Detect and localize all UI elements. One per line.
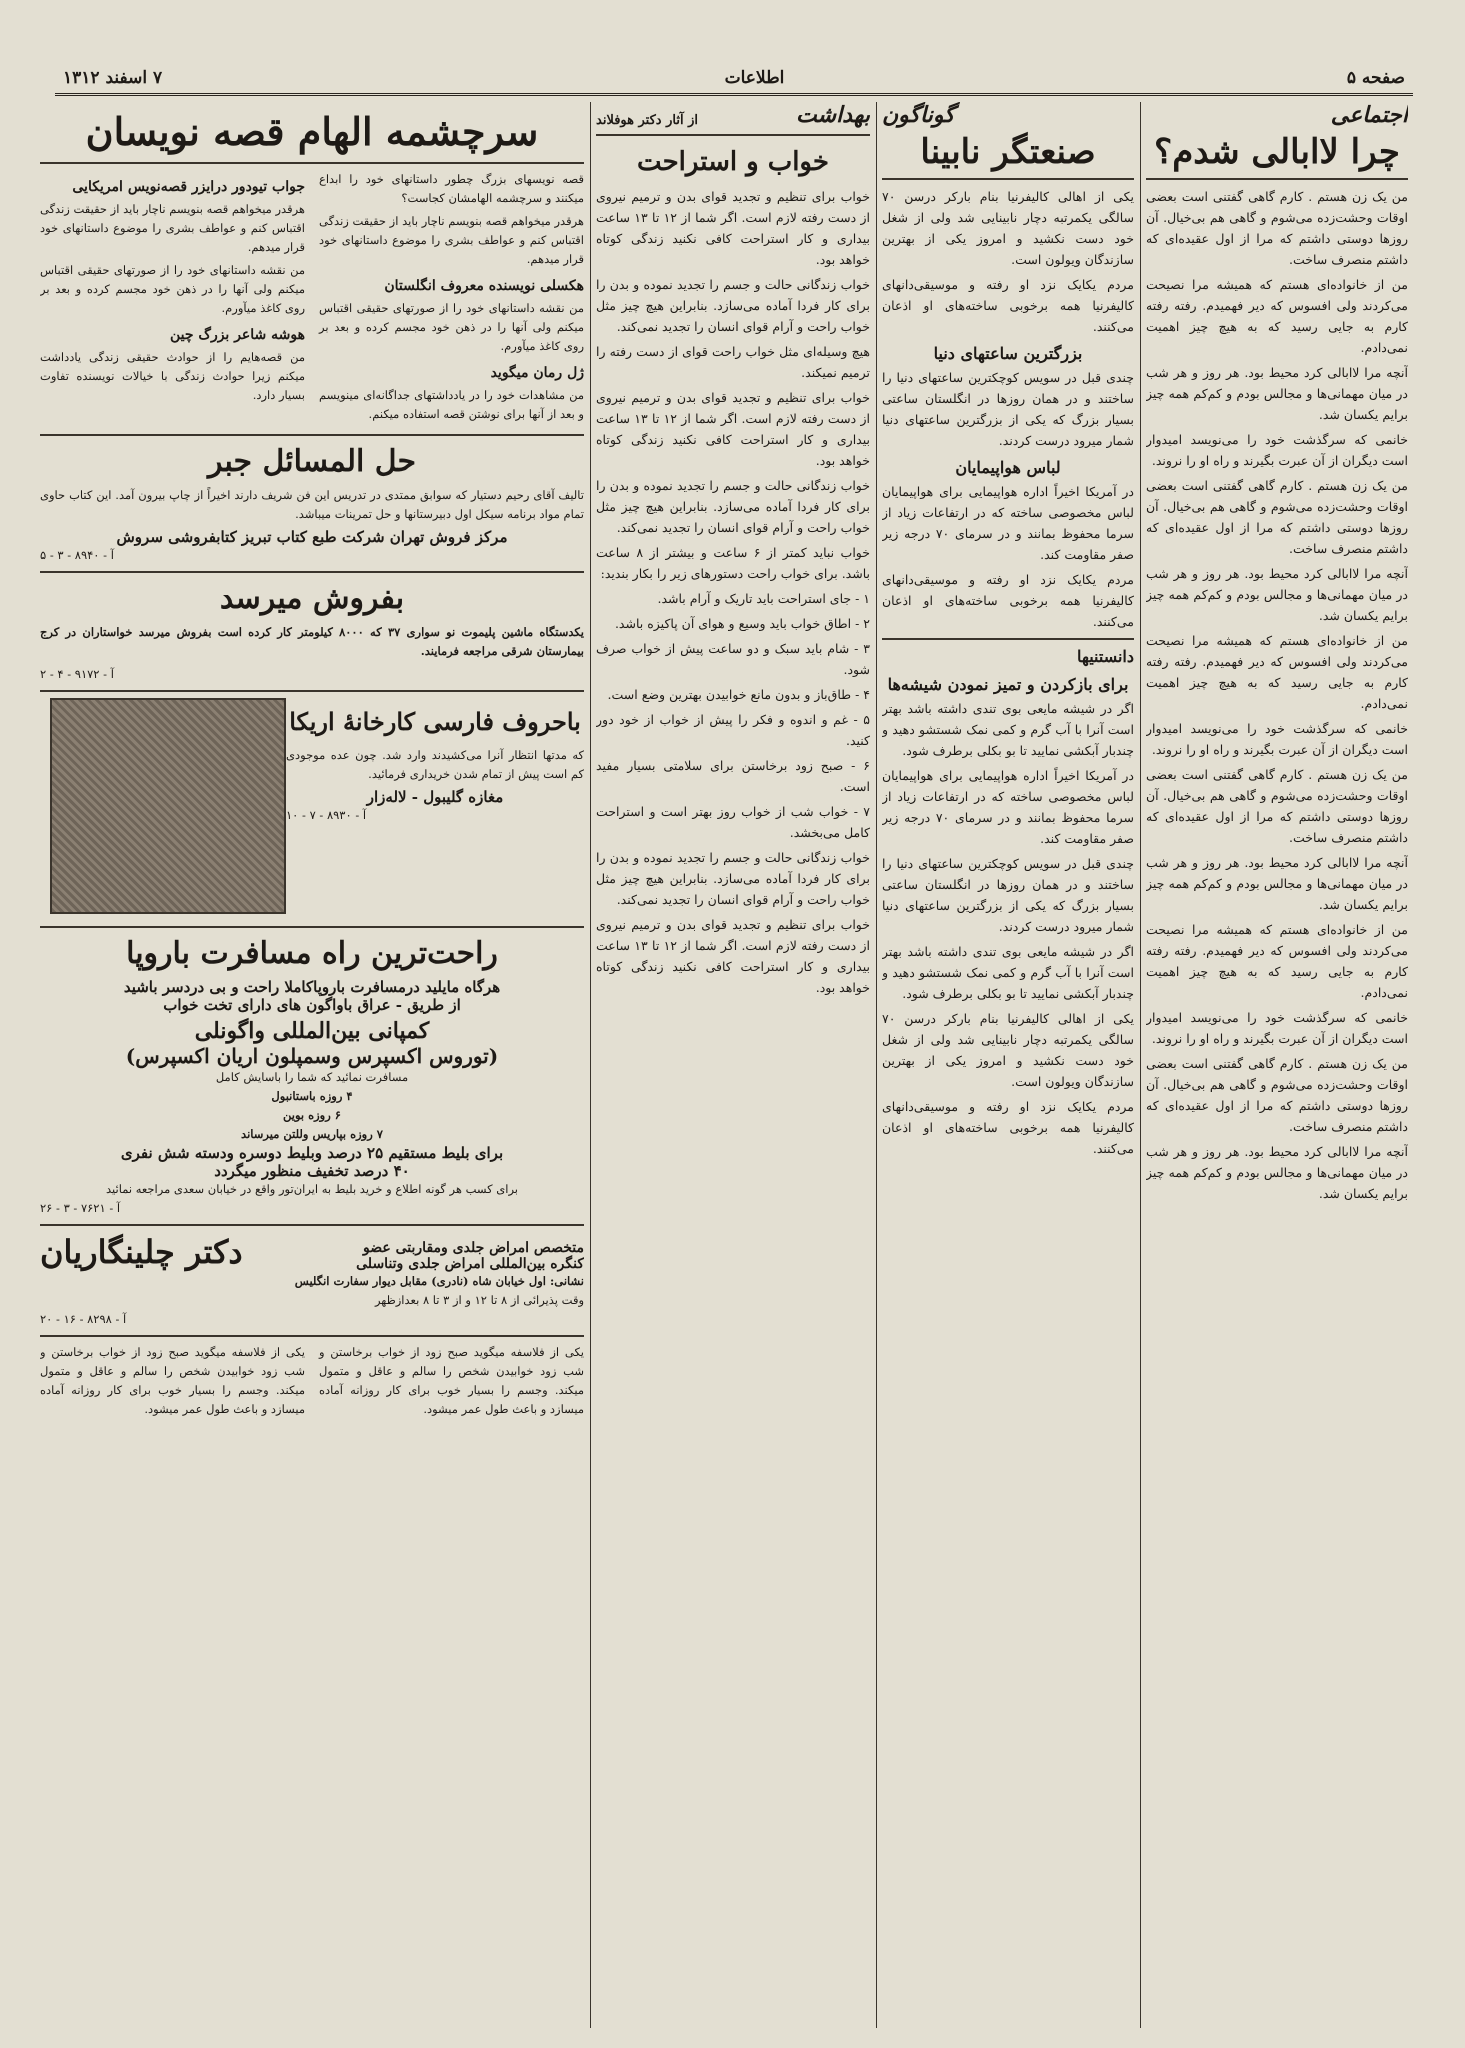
article-paragraph: یکی از اهالی کالیفرنیا بنام بارکر درسن ۷۰ سالگی یکمرتبه دچار نابینایی شد ولی از شغل خود دست نکشید و امروز یکی از بهترین سازندگان ویولون است. [882, 1011, 1134, 1089]
article-body [40, 170, 584, 428]
ad-hal-almasael [40, 442, 584, 565]
article-paragraph: خواب برای تنظیم و تجدید قوای بدن و ترمیم نیروی از دست رفته لازم است. اگر شما از ۱۲ تا ۱۳ ساعت بیداری و کار استراحت کافی نکنید زندگی کوتاه خواهد بود. [596, 189, 870, 267]
ad-travel-europe [40, 934, 584, 1218]
article-paragraph: یکی از فلاسفه میگوید صبح زود از خواب برخاستن و شب زود خوابیدن شخص را سالم و عاقل و متمول میکند. وجسم را بسیار خوب برای کار روزانه آماده میسازد و باعث طول عمر میشود. [319, 1345, 584, 1416]
ad-code: آ - ۸۲۹۸ - ۱۶ - ۲۰ [40, 1312, 127, 1326]
column-rule [876, 102, 877, 2028]
article-paragraph: ۶ - صبح زود برخاستن برای سلامتی بسیار مفید است. [596, 758, 870, 794]
article-paragraph: یکی از فلاسفه میگوید صبح زود از خواب برخاستن و شب زود خوابیدن شخص را سالم و عاقل و متمول میکند. وجسم را بسیار خوب برای کار روزانه آماده میسازد و باعث طول عمر میشود. [40, 1345, 305, 1416]
ad-address: نشانی: اول خیابان شاه (نادری) مقابل دیوار سفارت انگلیس [294, 1274, 584, 1288]
article-paragraph: من نقشه داستانهای خود را از صورتهای حقیقی اقتباس میکنم ولی آنها را در ذهن خود مجسم کرده و بعد بر روی کاغذ میآورم. [319, 301, 584, 353]
ad-title: باحروف فارسی کارخانهٔ اریکا [289, 707, 581, 736]
subheading: بزرگترین ساعتهای دنیا [933, 344, 1083, 363]
article-paragraph: خواب برای تنظیم و تجدید قوای بدن و ترمیم نیروی از دست رفته لازم است. اگر شما از ۱۲ تا ۱۳ ساعت بیداری و کار استراحت کافی نکنید زندگی کوتاه خواهد بود. [596, 390, 870, 468]
subheading: هوشه شاعر بزرگ چین [170, 327, 305, 343]
article-paragraph: من یک زن هستم . کارم گاهی گفتنی است بعضی اوقات وحشت‌زده می‌شوم و گاهی هم بی‌خیال. آن روزها دوستی داشتم که مرا از اول عقیده‌ای که داشتم منصرف ساخت. [1146, 189, 1408, 267]
article-paragraph: ۱ - جای استراحت باید تاریک و آرام باشد. [657, 591, 870, 606]
ad-route: مسافرت نمائید که شما را باسایش کامل [215, 1070, 409, 1084]
article-paragraph: یکی از اهالی کالیفرنیا بنام بارکر درسن ۷۰ سالگی یکمرتبه دچار نابینایی شد ولی از شغل خود دست نکشید و امروز یکی از بهترین سازندگان ویولون است. [882, 189, 1134, 267]
article-title: صنعتگر نابینا [920, 132, 1096, 172]
divider [882, 178, 1134, 180]
article-paragraph: من از خانواده‌ای هستم که همیشه مرا نصیحت می‌کردند ولی افسوس که دیر فهمیدم. رفته رفته کارم به جایی رسید که به هیچ چیز اهمیت نمی‌دادم. [1146, 633, 1408, 711]
ad-code: آ - ۸۹۴۰ - ۳ - ۵ [40, 548, 114, 562]
article-paragraph: مردم یکایک نزد او رفته و موسیقی‌دانهای کالیفرنیا همه برخوبی ساخته‌های او اذعان می‌کنند. [882, 1099, 1134, 1156]
article-paragraph: من یک زن هستم . کارم گاهی گفتنی است بعضی اوقات وحشت‌زده می‌شوم و گاهی هم بی‌خیال. آن روزها دوستی داشتم که مرا از اول عقیده‌ای که داشتم منصرف ساخت. [1146, 767, 1408, 845]
divider [40, 1335, 584, 1337]
advertisement-photo [50, 698, 286, 914]
subheading: ژل رمان میگوید [490, 365, 584, 381]
article-paragraph: خانمی که سرگذشت خود را می‌نویسد امیدوار است دیگران از آن عبرت بگیرند و راه او را نروند. [1146, 1010, 1408, 1046]
ad-hours: وقت پذیرائی از ۸ تا ۱۲ و از ۳ تا ۸ بعدازظهر [374, 1293, 584, 1307]
article-paragraph: خواب زندگانی حالت و جسم را تجدید نموده و بدن را برای کار فردا آماده می‌سازد. بنابراین هیچ چیز مثل خواب راحت و آرام قوای انسان را تجدید نمی‌کند. [596, 850, 870, 907]
article-title: چرا لاابالی شدم؟ [1154, 132, 1400, 172]
ad-express: (توروس اکسپرس وسمپلون اریان اکسپرس) [125, 1044, 499, 1068]
article-paragraph: من یک زن هستم . کارم گاهی گفتنی است بعضی اوقات وحشت‌زده می‌شوم و گاهی هم بی‌خیال. آن روزها دوستی داشتم که مرا از اول عقیده‌ای که داشتم منصرف ساخت. [1146, 1056, 1408, 1134]
section-label: گوناگون [882, 102, 955, 128]
column-rule [1140, 102, 1141, 2028]
ad-text: تالیف آقای رحیم دستیار که سوابق ممتدی در تدریس این فن شریف دارند اخیراً از چاپ بیرون آمد. این کتاب حاوی تمام مواد برنامه سیکل اول دبیرستانها و حل تمرینات میباشد. [40, 488, 584, 521]
article-title: سرچشمه الهام قصه نویسان [85, 109, 539, 154]
article-paragraph: من از خانواده‌ای هستم که همیشه مرا نصیحت می‌کردند ولی افسوس که دیر فهمیدم. رفته رفته کارم به جایی رسید که به هیچ چیز اهمیت نمی‌دادم. [1146, 277, 1408, 355]
ad-company: کمپانی بین‌المللی واگونلی [194, 1018, 430, 1044]
article-paragraph: آنچه مرا لاابالی کرد محیط بود. هر روز و هر شب در میان مهمانی‌ها و مجالس بودم و کم‌کم همه چیز برایم یکسان شد. [1146, 566, 1408, 623]
subheading: جواب تیودور درایزر قصه‌نویس امریکایی [72, 179, 305, 195]
article-paragraph: آنچه مرا لاابالی کرد محیط بود. هر روز و هر شب در میان مهمانی‌ها و مجالس بودم و کم‌کم همه چیز برایم یکسان شد. [1146, 855, 1408, 912]
article-paragraph: خواب زندگانی حالت و جسم را تجدید نموده و بدن را برای کار فردا آماده می‌سازد. بنابراین هیچ چیز مثل خواب راحت و آرام قوای انسان را تجدید نمی‌کند. [596, 478, 870, 535]
subheading: برای بازکردن و تمیز نمودن شیشه‌ها [887, 675, 1129, 694]
divider [40, 162, 584, 164]
article-paragraph: خواب برای تنظیم و تجدید قوای بدن و ترمیم نیروی از دست رفته لازم است. اگر شما از ۱۲ تا ۱۳ ساعت بیداری و کار استراحت کافی نکنید زندگی کوتاه خواهد بود. [596, 917, 870, 995]
article-paragraph: من قصه‌هایم را از حوادث حقیقی زندگی یادداشت میکنم زیرا حوادث زندگی با خیالات نویسنده تفاوت بسیار دارد. [40, 350, 305, 402]
ad-route: ۴ روزه باستانبول [271, 1089, 353, 1103]
ad-title: دکتر چلینگاریان [40, 1233, 243, 1271]
ad-title: بفروش میرسد [219, 581, 405, 616]
ad-line: از طریق - عراق باواگون های دارای تخت خواب [163, 996, 461, 1014]
article-paragraph: من مشاهدات خود را در یادداشتهای جداگانه‌ای مینویسم و بعد از آنها برای نوشتن قصه استفاده میکنم. [319, 388, 584, 421]
article-paragraph: من یک زن هستم . کارم گاهی گفتنی است بعضی اوقات وحشت‌زده می‌شوم و گاهی هم بی‌خیال. آن روزها دوستی داشتم که مرا از اول عقیده‌ای که داشتم منصرف ساخت. [1146, 478, 1408, 556]
ad-spec: متخصص امراض جلدی ومقاربتی عضو [363, 1240, 584, 1256]
article-paragraph: چندی قبل در سویس کوچکترین ساعتهای دنیا را ساختند و در همان روزها در انگلستان ساعتی بسیار بزرگ که یکی از بزرگترین ساعتهای دنیا شمار میرود درست کردند. [882, 856, 1134, 934]
article-paragraph: هیچ وسیله‌ای مثل خواب راحت قوای از دست رفته را ترمیم نمیکند. [596, 344, 870, 380]
article-paragraph: ۲ - اطاق خواب باید وسیع و هوای آن پاکیزه باشد. [614, 616, 870, 631]
ad-text: که مدتها انتظار آنرا می‌کشیدند وارد شد. چون عده موجودی کم است پیش از تمام شدن خریداری فرمائید. [286, 748, 584, 781]
ad-title: راحت‌ترین راه مسافرت باروپا [126, 936, 498, 971]
ad-title: حل المسائل جبر [207, 444, 417, 479]
article-title: خواب و استراحت [637, 147, 829, 177]
subheading: لباس هواپیمایان [955, 458, 1061, 477]
divider [40, 1224, 584, 1226]
column-behdasht [596, 102, 870, 2028]
article-paragraph: ۵ - غم و اندوه و فکر را پیش از خواب از خود دور کنید. [596, 712, 870, 748]
article-paragraph: ۷ - خواب شب از خواب روز بهتر است و استراحت کامل می‌بخشد. [596, 804, 870, 840]
article-paragraph: مردم یکایک نزد او رفته و موسیقی‌دانهای کالیفرنیا همه برخوبی ساخته‌های او اذعان می‌کنند. [882, 277, 1134, 334]
ad-agent: برای کسب هر گونه اطلاع و خرید بلیط به ایران‌تور واقع در خیابان سعدی مراجعه نمائید [105, 1182, 519, 1196]
ad-code: آ - ۷۶۲۱ - ۳ - ۲۶ [40, 1201, 121, 1215]
ad-offer: ۴۰ درصد تخفیف منظور میگردد [214, 1162, 410, 1180]
ad-spec: کنگره بین‌المللی امراض جلدی وتناسلی [356, 1256, 584, 1272]
divider [40, 571, 584, 573]
article-paragraph: من از خانواده‌ای هستم که همیشه مرا نصیحت می‌کردند ولی افسوس که دیر فهمیدم. رفته رفته کارم به جایی رسید که به هیچ چیز اهمیت نمی‌دادم. [1146, 922, 1408, 1000]
divider [40, 926, 584, 928]
bottom-text [40, 1343, 584, 1423]
article-paragraph: در آمریکا اخیراً اداره هواپیمایی برای هواپیمایان لباس مخصوصی ساخته که در ارتفاعات زیاد از سرما محفوظ بمانند و در سرمای ۷۰ درجه زیر صفر مقاومت کند. [882, 768, 1134, 846]
article-paragraph: مردم یکایک نزد او رفته و موسیقی‌دانهای کالیفرنیا همه برخوبی ساخته‌های او اذعان می‌کنند. [882, 572, 1134, 629]
article-paragraph: در آمریکا اخیراً اداره هواپیمایی برای هواپیمایان لباس مخصوصی ساخته که در ارتفاعات زیاد از سرما محفوظ بمانند و در سرمای ۷۰ درجه زیر صفر مقاومت کند. [882, 484, 1134, 562]
page-number: صفحه ۵ [1346, 67, 1405, 88]
ad-shop: مرکز فروش تهران شرکت طبع کتاب تبریز کتابفروشی سروش [116, 528, 508, 546]
divider [596, 134, 870, 136]
article-paragraph: قصه نویسهای بزرگ چطور داستانهای خود را ابداع میکنند و سرچشمه الهامشان کجاست؟ [319, 172, 584, 205]
article-paragraph: چندی قبل در سویس کوچکترین ساعتهای دنیا را ساختند و در همان روزها در انگلستان ساعتی بسیار بزرگ که یکی از بزرگترین ساعتهای دنیا شمار میرود درست کردند. [882, 370, 1134, 448]
ad-text: یکدستگاه ماشین پلیموت نو سواری ۳۷ که ۸۰۰۰ کیلومتر کار کرده است بفروش میرسد خواستاران در کرج بیمارستان شرقی مراجعه فرمایند. [40, 625, 584, 658]
section-label: اجتماعی [1330, 102, 1408, 128]
article-paragraph: خواب نباید کمتر از ۶ ساعت و بیشتر از ۸ ساعت باشد. برای خواب راحت دستورهای زیر را بکار بندید: [596, 545, 870, 581]
article-paragraph: خانمی که سرگذشت خود را می‌نویسد امیدوار است دیگران از آن عبرت بگیرند و راه او را نروند. [1146, 432, 1408, 468]
ad-for-sale [40, 579, 584, 684]
column-left [40, 102, 584, 2028]
column-rule [590, 102, 591, 2028]
article-paragraph: ۳ - شام باید سبک و دو ساعت پیش از خواب صرف شود. [596, 641, 870, 677]
masthead [55, 62, 1413, 96]
byline: از آثار دکتر هوفلاند [596, 113, 698, 128]
issue-date: ۷ اسفند ۱۳۱۲ [63, 67, 163, 88]
article-paragraph: اگر در شیشه مایعی بوی تندی داشته باشد بهتر است آنرا با آب گرم و کمی نمک شستشو دهید و چندبار آبکشی نمایید تا بو بکلی برطرف شود. [882, 944, 1134, 1001]
ad-arika [40, 698, 584, 920]
divider [40, 690, 584, 692]
divider [1146, 178, 1408, 180]
article-paragraph: آنچه مرا لاابالی کرد محیط بود. هر روز و هر شب در میان مهمانی‌ها و مجالس بودم و کم‌کم همه چیز برایم یکسان شد. [1146, 1144, 1408, 1201]
article-paragraph: آنچه مرا لاابالی کرد محیط بود. هر روز و هر شب در میان مهمانی‌ها و مجالس بودم و کم‌کم همه چیز برایم یکسان شد. [1146, 365, 1408, 422]
ad-route: ۷ روزه بپاریس وللتن میرساند [241, 1127, 383, 1141]
column-gunagun [882, 102, 1134, 2028]
article-paragraph: هرقدر میخواهم قصه بنویسم ناچار باید از حقیقت زندگی اقتباس کنم و عواطف بشری را موضوع داستانهای خود قرار میدهم. [40, 202, 305, 254]
ad-code: آ - ۹۱۷۲ - ۴ - ۲ [40, 667, 114, 681]
section-label: بهداشت [796, 102, 870, 128]
paper-name: اطلاعات [724, 67, 785, 88]
ad-code: آ - ۸۹۳۰ - ۷ - ۱۰ [286, 808, 367, 822]
article-paragraph: اگر در شیشه مایعی بوی تندی داشته باشد بهتر است آنرا با آب گرم و کمی نمک شستشو دهید و چندبار آبکشی نمایید تا بو بکلی برطرف شود. [882, 701, 1134, 758]
ad-shop: مغازه گلیبول - لاله‌زار [366, 788, 504, 806]
article-paragraph: خانمی که سرگذشت خود را می‌نویسد امیدوار است دیگران از آن عبرت بگیرند و راه او را نروند. [1146, 721, 1408, 757]
ad-doctor [40, 1232, 584, 1329]
article-paragraph: من نقشه داستانهای خود را از صورتهای حقیقی اقتباس میکنم ولی آنها را در ذهن خود مجسم کرده و بعد بر روی کاغذ میآورم. [40, 263, 305, 315]
divider [40, 434, 584, 436]
article-paragraph: خواب زندگانی حالت و جسم را تجدید نموده و بدن را برای کار فردا آماده می‌سازد. بنابراین هیچ چیز مثل خواب راحت و آرام قوای انسان را تجدید نمی‌کند. [596, 277, 870, 334]
ad-route: ۶ روزه بوین [283, 1108, 341, 1122]
article-paragraph: ۴ - طاق‌باز و بدون مانع خوابیدن بهترین وضع است. [607, 687, 870, 702]
divider [882, 638, 1134, 640]
column-ejtemai [1146, 102, 1408, 2028]
subheading: دانستنیها [1076, 647, 1134, 666]
subheading: هکسلی نویسنده معروف انگلستان [384, 278, 584, 294]
ad-line: هرگاه مایلید درمسافرت باروپاکاملا راحت و بی دردسر باشید [123, 978, 501, 996]
ad-offer: برای بلیط مستقیم ۲۵ درصد وبلیط دوسره ودسته شش نفری [120, 1144, 504, 1162]
section-header [596, 102, 870, 128]
article-paragraph: هرقدر میخواهم قصه بنویسم ناچار باید از حقیقت زندگی اقتباس کنم و عواطف بشری را موضوع داستانهای خود قرار میدهم. [319, 214, 584, 266]
